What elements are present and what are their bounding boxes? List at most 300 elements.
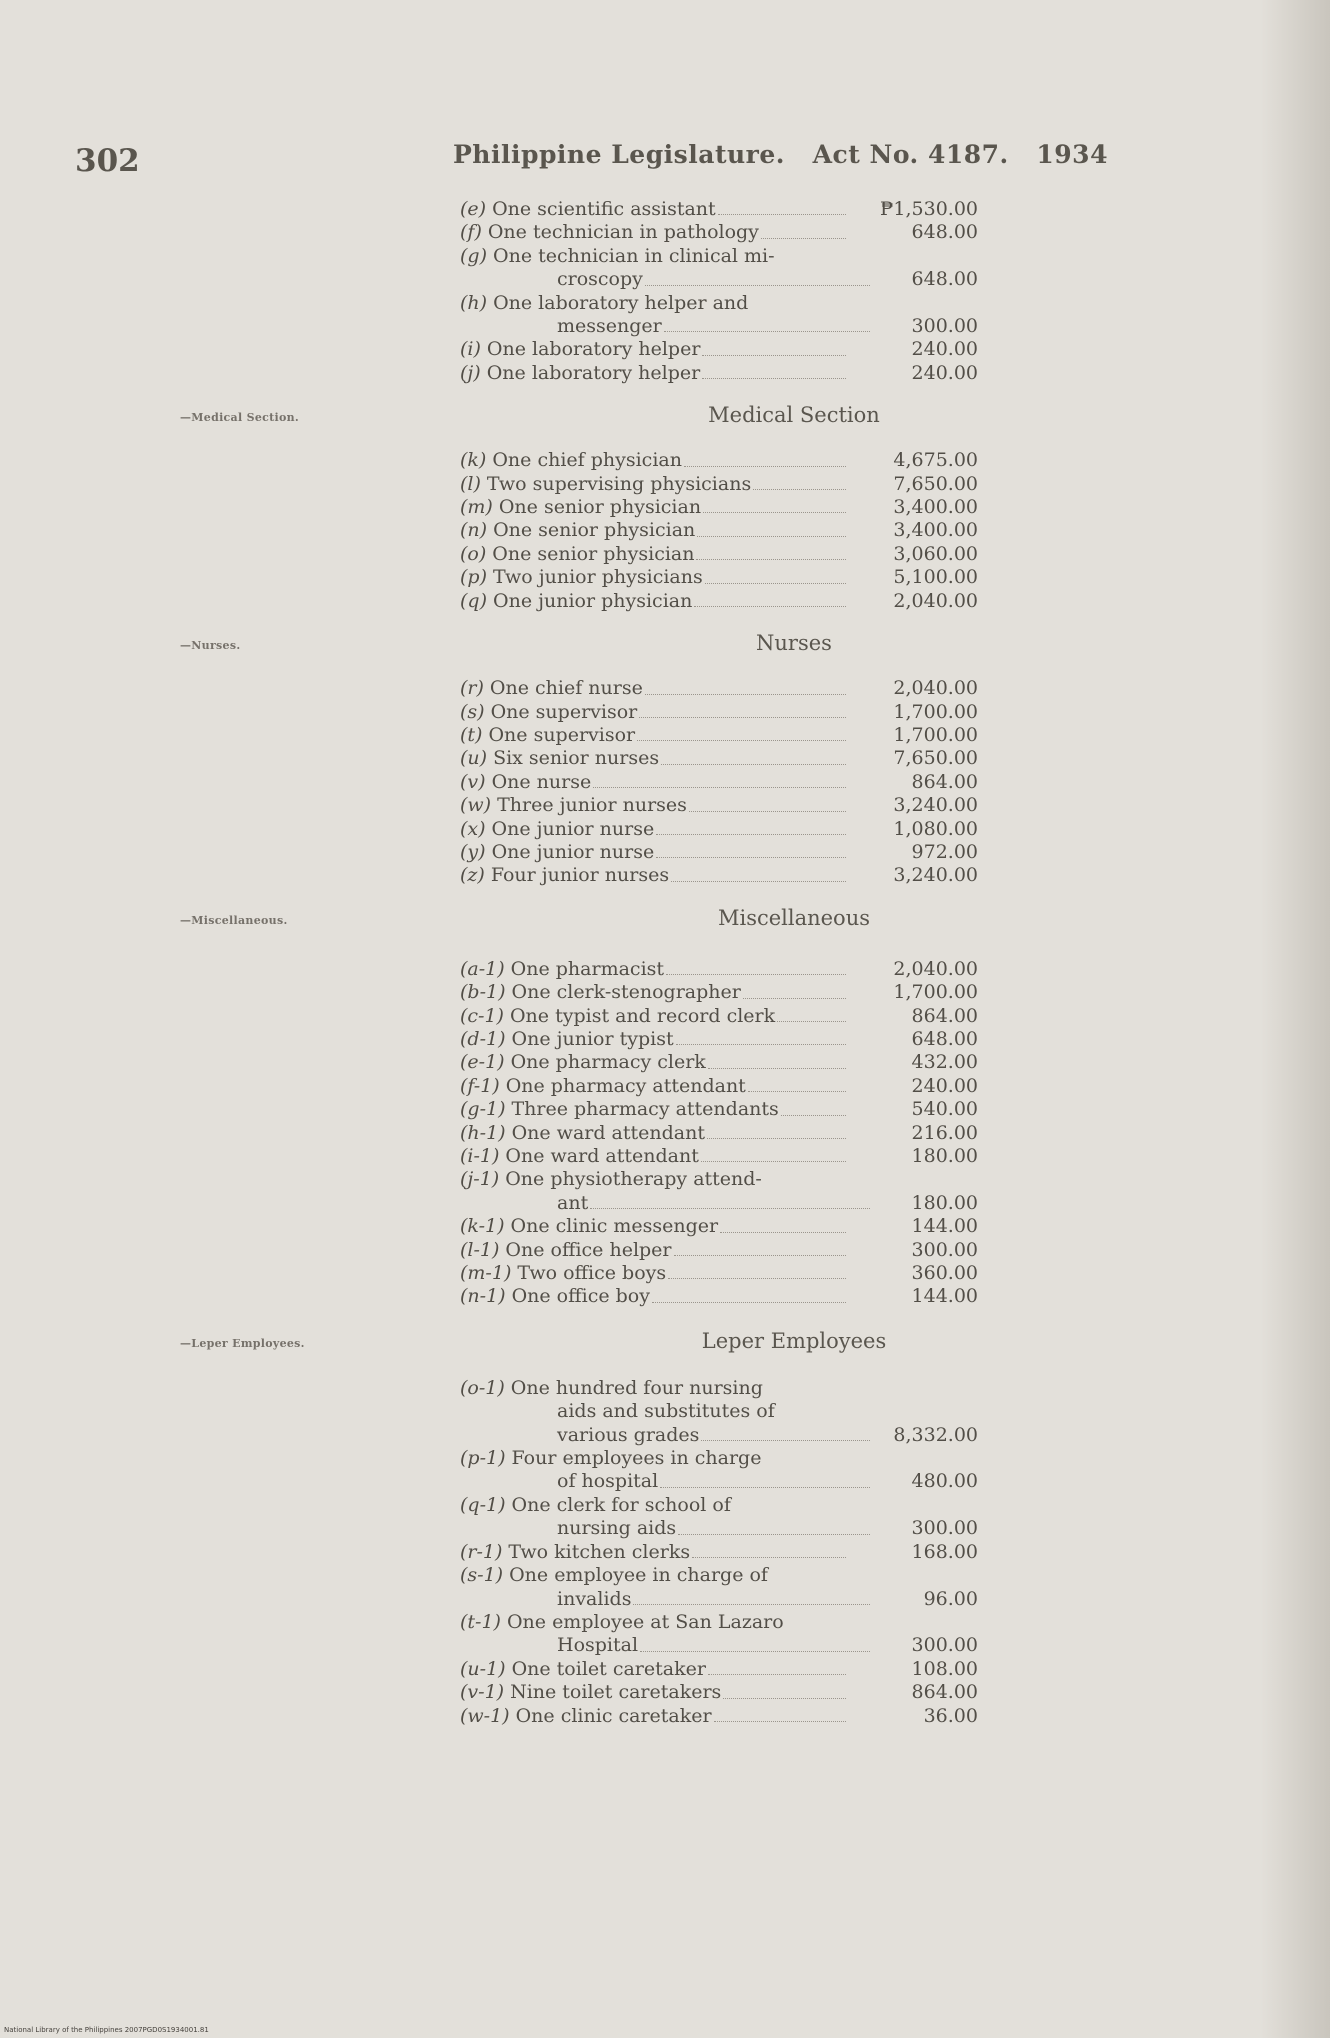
item-description: One hundred four nursing [510, 1376, 763, 1399]
line-item-text [460, 1470, 874, 1493]
line-item [460, 771, 978, 794]
item-description: One supervisor [490, 700, 638, 723]
line-item-row [460, 198, 978, 221]
line-item-text [460, 590, 850, 613]
line-item [460, 747, 978, 770]
line-item-text [460, 245, 850, 268]
line-item-row [460, 473, 978, 496]
line-item-row [460, 771, 978, 794]
line-item [460, 221, 978, 244]
line-item-text [460, 566, 850, 589]
item-description: One junior physician [493, 589, 693, 612]
item-description: Three pharmacy attendants [511, 1098, 779, 1121]
item-amount: 7,650.00 [893, 747, 978, 770]
line-item [460, 1564, 978, 1611]
line-item-text [460, 1005, 850, 1028]
line-item-row [460, 1168, 978, 1191]
item-description: One pharmacy clerk [510, 1051, 706, 1074]
dot-leader [743, 998, 846, 999]
item-label: (d-1) [460, 1027, 506, 1050]
item-amount: 144.00 [911, 1215, 978, 1238]
line-item [460, 981, 978, 1004]
dot-leader [702, 378, 846, 379]
line-item [460, 449, 978, 472]
dot-leader [656, 834, 846, 835]
item-label: (h-1) [460, 1121, 506, 1144]
line-item-row [460, 1098, 978, 1121]
line-item-row [460, 1611, 978, 1634]
item-description: Two supervising physicians [486, 472, 752, 495]
line-item-text [460, 496, 850, 519]
item-label: (f) [460, 221, 482, 244]
item-description: invalids [557, 1587, 632, 1610]
section-title: Leper Employees [701, 1328, 887, 1353]
line-item [460, 1681, 978, 1704]
item-label: (w-1) [460, 1704, 510, 1727]
item-label: (x) [460, 817, 486, 840]
dot-leader [652, 1302, 846, 1303]
line-item-text [460, 1705, 850, 1728]
item-description: nursing aids [557, 1517, 677, 1540]
dot-leader [668, 1278, 846, 1279]
line-item [460, 1611, 978, 1658]
line-item-text [460, 1145, 850, 1168]
item-amount: 5,100.00 [893, 566, 978, 589]
line-item [460, 1122, 978, 1145]
dot-leader [671, 881, 846, 882]
item-description: Hospital [557, 1634, 639, 1657]
line-item-row [460, 1541, 978, 1564]
item-amount: 96.00 [923, 1587, 978, 1610]
line-item [460, 1051, 978, 1074]
line-item-text [460, 1541, 850, 1564]
line-item-row [460, 1564, 978, 1587]
item-description: One scientific assistant [492, 198, 716, 220]
item-amount: 2,040.00 [893, 957, 978, 980]
item-amount: 240.00 [911, 338, 978, 361]
line-item-row [460, 1122, 978, 1145]
item-label: (i-1) [460, 1145, 500, 1167]
line-item-row [460, 677, 978, 700]
line-item-text [460, 315, 874, 338]
line-item-row [460, 1447, 978, 1470]
item-description: One chief physician [492, 449, 682, 472]
dot-leader [664, 331, 870, 332]
line-item-text [460, 1611, 850, 1634]
item-amount: 1,700.00 [893, 723, 978, 746]
line-item-text [460, 1658, 850, 1681]
item-amount: 108.00 [911, 1657, 978, 1680]
line-item-row [460, 268, 978, 291]
item-label: (s-1) [460, 1564, 504, 1587]
dot-leader [656, 857, 846, 858]
dot-leader [637, 740, 846, 741]
line-item [460, 1377, 978, 1447]
item-amount: 216.00 [911, 1121, 978, 1144]
margin-note-misc: —Miscellaneous. [180, 913, 288, 927]
line-item [460, 1447, 978, 1494]
line-item-text [460, 1075, 850, 1098]
item-label: (g-1) [460, 1098, 506, 1121]
item-description: croscopy [557, 268, 643, 291]
line-item-row [460, 747, 978, 770]
dot-leader [676, 1044, 846, 1045]
item-label: (k) [460, 449, 487, 472]
item-description: One employee at San Lazaro [506, 1610, 784, 1633]
line-item [460, 566, 978, 589]
line-item-row [460, 1634, 978, 1657]
line-item-text [460, 771, 850, 794]
line-item [460, 338, 978, 361]
dot-leader [660, 1487, 870, 1488]
line-item-text [460, 1447, 850, 1470]
section-misc [460, 906, 978, 1309]
line-item-row [460, 864, 978, 887]
dot-leader [639, 717, 846, 718]
item-description: ant [557, 1191, 589, 1214]
dot-leader [697, 536, 846, 537]
item-label: (o) [460, 542, 487, 565]
dot-leader [718, 214, 846, 215]
item-label: (r) [460, 677, 484, 700]
line-item [460, 543, 978, 566]
section-lab [460, 198, 978, 385]
line-item-text [460, 701, 850, 724]
item-label: (n-1) [460, 1285, 506, 1308]
appropriation-list [460, 198, 978, 1728]
item-amount: 1,700.00 [893, 700, 978, 723]
line-item-row [460, 841, 978, 864]
dot-leader [674, 1255, 846, 1256]
item-label: (l-1) [460, 1238, 500, 1261]
line-item-row [460, 818, 978, 841]
item-description: One junior typist [511, 1027, 674, 1050]
item-description: Two junior physicians [493, 566, 703, 589]
line-item [460, 1285, 978, 1308]
dot-leader [701, 1161, 846, 1162]
line-item [460, 701, 978, 724]
item-amount: 432.00 [911, 1051, 978, 1074]
line-item-row [460, 590, 978, 613]
dot-leader [633, 1604, 870, 1605]
item-label: (r-1) [460, 1540, 503, 1563]
dot-leader [753, 489, 846, 490]
item-description: One chief nurse [489, 677, 643, 700]
dot-leader [720, 1232, 846, 1233]
item-description: One typist and record clerk [509, 1004, 776, 1027]
item-label: (b-1) [460, 981, 506, 1004]
item-amount: 648.00 [911, 221, 978, 244]
line-item [460, 724, 978, 747]
line-item-text [460, 958, 850, 981]
line-item-row [460, 519, 978, 542]
line-item [460, 362, 978, 385]
line-item [460, 818, 978, 841]
item-label: (t-1) [460, 1610, 501, 1633]
line-item-row [460, 794, 978, 817]
item-amount: 36.00 [923, 1704, 978, 1727]
line-item-text [460, 677, 850, 700]
line-item-text [460, 1168, 850, 1191]
section-title: Miscellaneous [717, 905, 871, 930]
line-item-text [460, 1634, 874, 1657]
line-item-row [460, 724, 978, 747]
item-amount: 180.00 [911, 1191, 978, 1214]
line-item [460, 245, 978, 292]
item-description: One supervisor [488, 723, 636, 746]
line-item [460, 1262, 978, 1285]
item-label: (e-1) [460, 1051, 505, 1074]
line-item [460, 590, 978, 613]
item-label: (k-1) [460, 1215, 505, 1238]
dot-leader [777, 1021, 846, 1022]
running-head-act: Act No. 4187. [812, 140, 1009, 169]
page-edge-shadow [1260, 0, 1330, 2038]
line-item-text [460, 864, 850, 887]
line-item-row [460, 981, 978, 1004]
line-item [460, 958, 978, 981]
line-item [460, 1028, 978, 1051]
dot-leader [748, 1091, 846, 1092]
line-item [460, 1658, 978, 1681]
line-item-text [460, 841, 850, 864]
margin-note-nurses: —Nurses. [180, 639, 241, 653]
item-label: (w) [460, 794, 492, 817]
item-amount: 180.00 [911, 1145, 978, 1167]
line-item-text [460, 1192, 874, 1215]
item-label: (o-1) [460, 1376, 505, 1399]
line-item-text [460, 1215, 850, 1238]
line-item-text [460, 1681, 850, 1704]
item-description: Three junior nurses [497, 794, 687, 817]
section-title: Nurses [756, 631, 832, 656]
line-item [460, 1239, 978, 1262]
line-item-row [460, 1262, 978, 1285]
line-item-text [460, 1588, 874, 1611]
item-label: (u) [460, 747, 488, 770]
line-item-text [460, 1285, 850, 1308]
item-amount: 144.00 [911, 1285, 978, 1308]
item-amount: 3,240.00 [893, 864, 978, 887]
item-label: (v-1) [460, 1681, 505, 1704]
dot-leader [723, 1698, 846, 1699]
item-description: One ward attendant [505, 1145, 699, 1167]
item-description: One technician in pathology [487, 221, 759, 244]
dot-leader [696, 559, 846, 560]
item-amount: 540.00 [911, 1098, 978, 1121]
line-item-text [460, 794, 850, 817]
item-amount: 7,650.00 [893, 472, 978, 495]
dot-leader [684, 466, 846, 467]
item-description: One physiotherapy attend- [505, 1168, 762, 1191]
item-description: Four employees in charge [511, 1447, 762, 1470]
item-amount: 3,240.00 [893, 794, 978, 817]
line-item [460, 473, 978, 496]
item-description: One nurse [491, 770, 592, 793]
dot-leader [708, 1674, 846, 1675]
item-amount: 2,040.00 [893, 589, 978, 612]
item-label: (v) [460, 770, 486, 793]
line-item-row [460, 1588, 978, 1611]
margin-note-medical: —Medical Section. [180, 411, 300, 425]
dot-leader [692, 1557, 846, 1558]
line-item-row [460, 543, 978, 566]
line-item-text [460, 1377, 850, 1400]
item-label: (n) [460, 519, 488, 542]
line-item [460, 1145, 978, 1168]
dot-leader [714, 1721, 846, 1722]
item-amount: 8,332.00 [893, 1423, 978, 1446]
line-item-row [460, 362, 978, 385]
item-description: One technician in clinical mi- [493, 244, 775, 267]
item-label: (j) [460, 361, 481, 384]
item-description: Two kitchen clerks [508, 1540, 691, 1563]
line-item-text [460, 1424, 874, 1447]
dot-leader [694, 606, 846, 607]
line-item-row [460, 1517, 978, 1540]
section-title: Medical Section [708, 403, 880, 428]
line-item-row [460, 496, 978, 519]
line-item-row [460, 1377, 978, 1400]
dot-leader [666, 974, 846, 975]
running-head-title: Philippine Legislature. [453, 140, 785, 169]
dot-leader [702, 355, 846, 356]
item-amount: 300.00 [911, 1634, 978, 1657]
section-medical [460, 403, 978, 613]
item-description: One laboratory helper [486, 338, 701, 361]
item-amount: 648.00 [911, 268, 978, 291]
item-label: (s) [460, 700, 485, 723]
line-item-text [460, 1098, 850, 1121]
dot-leader [645, 694, 846, 695]
line-item-row [460, 449, 978, 472]
item-amount: 2,040.00 [893, 677, 978, 700]
item-description: One clinic messenger [510, 1215, 719, 1238]
line-item-text [460, 1517, 874, 1540]
line-item-row [460, 245, 978, 268]
line-item-row [460, 1005, 978, 1028]
item-description: Six senior nurses [493, 747, 660, 770]
dot-leader [593, 787, 846, 788]
item-label: (p) [460, 566, 487, 589]
item-description: One senior physician [492, 542, 695, 565]
item-amount: 1,700.00 [893, 981, 978, 1004]
item-description: One senior physician [498, 496, 702, 519]
line-item-text [460, 747, 850, 770]
item-description: Nine toilet caretakers [510, 1681, 722, 1704]
line-item [460, 1005, 978, 1028]
line-item-text [460, 1239, 850, 1262]
item-label: (y) [460, 840, 486, 863]
line-item [460, 1541, 978, 1564]
item-label: (t) [460, 723, 483, 746]
line-item-text [460, 724, 850, 747]
line-item-row [460, 1028, 978, 1051]
item-description: One office helper [505, 1238, 672, 1261]
line-item-row [460, 1400, 978, 1423]
line-item-row [460, 1192, 978, 1215]
dot-leader [590, 1208, 870, 1209]
line-item-text [460, 1122, 850, 1145]
line-item-text [460, 338, 850, 361]
item-description: One clerk-stenographer [511, 981, 741, 1004]
line-item-row [460, 1424, 978, 1447]
line-item-row [460, 1705, 978, 1728]
line-item [460, 198, 978, 221]
item-amount: 360.00 [911, 1262, 978, 1285]
item-description: One toilet caretaker [511, 1657, 706, 1680]
line-item-text [460, 1400, 874, 1423]
item-description: One junior nurse [491, 817, 655, 840]
line-item-row [460, 1470, 978, 1493]
item-description: One office boy [511, 1285, 650, 1308]
margin-note-leper: —Leper Employees. [180, 1336, 305, 1350]
item-description: One junior nurse [491, 840, 655, 863]
line-item-row [460, 338, 978, 361]
item-description: One senior physician [493, 519, 696, 542]
dot-leader [705, 583, 846, 584]
line-item [460, 1075, 978, 1098]
line-item-text [460, 473, 850, 496]
item-description: Two office boys [517, 1262, 667, 1285]
line-item [460, 677, 978, 700]
line-item-row [460, 1215, 978, 1238]
line-item [460, 1098, 978, 1121]
item-label: (m) [460, 496, 493, 519]
line-item-row [460, 1239, 978, 1262]
line-item-text [460, 519, 850, 542]
line-item [460, 864, 978, 887]
section-nurses [460, 631, 978, 888]
dot-leader [678, 1534, 870, 1535]
item-label: (m-1) [460, 1262, 512, 1285]
line-item-text [460, 449, 850, 472]
item-label: (h) [460, 291, 488, 314]
item-label: (j-1) [460, 1168, 500, 1191]
line-item-row [460, 1658, 978, 1681]
item-amount: 864.00 [911, 770, 978, 793]
line-item [460, 292, 978, 339]
line-item-row [460, 1285, 978, 1308]
item-label: (e) [460, 198, 487, 220]
item-description: Four junior nurses [490, 864, 670, 887]
line-item-text [460, 1262, 850, 1285]
item-label: (u-1) [460, 1657, 506, 1680]
item-description: messenger [557, 315, 662, 338]
line-item-row [460, 1051, 978, 1074]
line-item-row [460, 701, 978, 724]
dot-leader [689, 811, 846, 812]
line-item-row [460, 292, 978, 315]
line-item [460, 519, 978, 542]
item-label: (q-1) [460, 1493, 506, 1516]
item-amount: 300.00 [911, 1238, 978, 1261]
item-amount: 300.00 [911, 315, 978, 338]
item-amount: 3,400.00 [893, 519, 978, 542]
item-label: (p-1) [460, 1447, 506, 1470]
line-item-row [460, 315, 978, 338]
dot-leader [701, 1440, 870, 1441]
line-item-row [460, 221, 978, 244]
item-amount: 3,060.00 [893, 542, 978, 565]
line-item [460, 1168, 978, 1215]
dot-leader [708, 1068, 846, 1069]
item-amount: 972.00 [911, 840, 978, 863]
dot-leader [707, 1138, 846, 1139]
dot-leader [640, 1651, 870, 1652]
item-description: aids and substitutes of [557, 1400, 775, 1423]
page-number: 302 [75, 143, 140, 179]
